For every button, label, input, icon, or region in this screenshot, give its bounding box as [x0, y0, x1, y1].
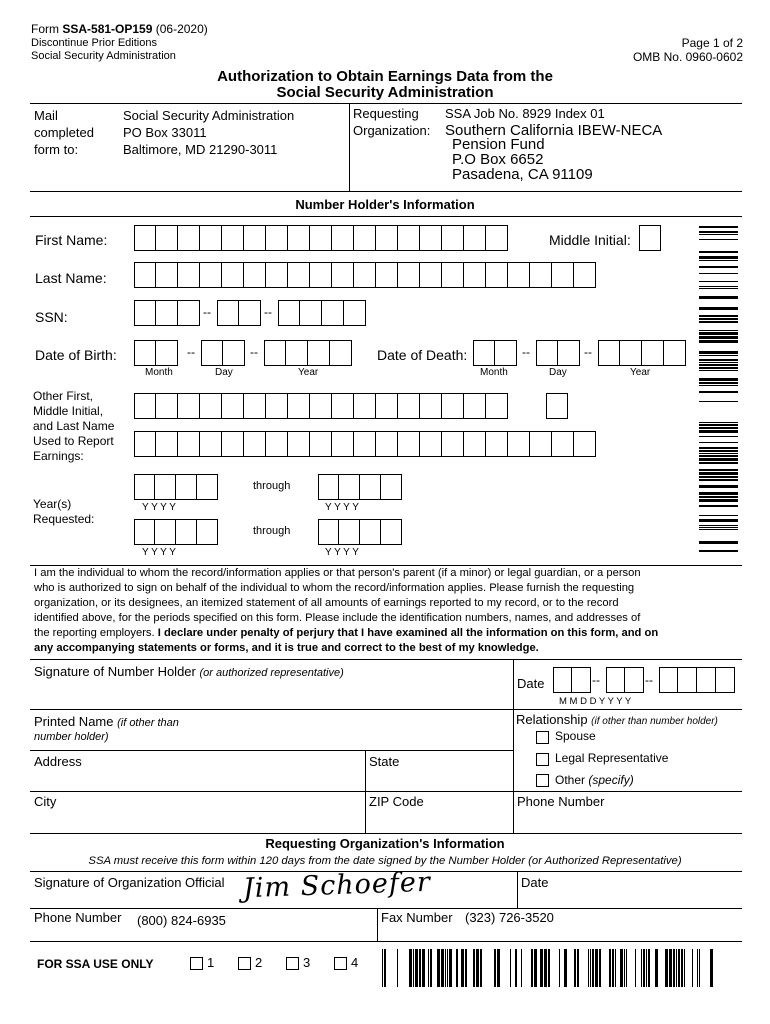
other-first-name-field[interactable]	[134, 393, 508, 419]
ssa-use-label: FOR SSA USE ONLY	[37, 957, 154, 971]
ssn-label: SSN:	[35, 309, 68, 325]
org-address: P.O Box 6652	[452, 151, 544, 168]
signature-note: (or authorized representative)	[199, 667, 344, 679]
barcode-vertical	[699, 226, 738, 552]
ssa-box-4[interactable]	[334, 957, 347, 970]
dash: --	[250, 345, 258, 359]
other-last-name-field[interactable]	[134, 431, 596, 457]
other-names-label: Middle Initial,	[33, 404, 104, 418]
section-title: Number Holder's Information	[295, 197, 475, 212]
dash: --	[264, 305, 272, 319]
other-note: (specify)	[588, 773, 634, 787]
yyyy-caption: Y Y Y Y	[325, 547, 359, 558]
dash: --	[203, 305, 211, 319]
dod-month-field[interactable]	[473, 340, 517, 366]
divider	[30, 941, 742, 942]
official-signature: Jim Schoefer	[242, 866, 432, 905]
other-relationship-checkbox[interactable]	[536, 774, 549, 787]
ssn-group-field[interactable]	[217, 300, 261, 326]
first-name-label: First Name:	[35, 232, 108, 248]
years-requested-label: Year(s)	[33, 497, 72, 511]
yyyy-caption: Y Y Y Y	[325, 502, 359, 513]
org-fax-value: (323) 726-3520	[465, 910, 554, 925]
mail-address: Baltimore, MD 21290-3011	[123, 142, 278, 157]
printed-name-field[interactable]	[160, 728, 505, 748]
divider	[30, 216, 742, 217]
city-label: City	[34, 794, 57, 809]
divider	[30, 103, 742, 104]
mail-label: form to:	[34, 142, 79, 157]
section-title: Requesting Organization's Information	[265, 836, 505, 851]
mail-label: completed	[34, 125, 94, 140]
dod-year-field[interactable]	[598, 340, 686, 366]
dob-day-field[interactable]	[201, 340, 245, 366]
dob-year-field[interactable]	[264, 340, 352, 366]
divider	[30, 750, 513, 751]
spouse-checkbox[interactable]	[536, 731, 549, 744]
org-name: Southern California IBEW-NECA	[445, 122, 663, 139]
day-caption: Day	[549, 367, 567, 378]
address-label: Address	[34, 754, 82, 769]
dod-day-field[interactable]	[536, 340, 580, 366]
form-number: SSA-581-OP159	[62, 22, 153, 36]
state-field[interactable]	[369, 770, 509, 790]
requesting-label: Requesting	[353, 106, 419, 121]
org-date-label: Date	[521, 875, 549, 890]
ssa-box-3[interactable]	[286, 957, 299, 970]
dash: --	[187, 345, 195, 359]
other-names-label: Other First,	[33, 389, 94, 403]
barcode-horizontal	[380, 949, 718, 987]
date-month-field[interactable]	[553, 667, 591, 693]
through-label: through	[253, 525, 291, 537]
year-caption: Year	[298, 367, 319, 378]
mail-label: Mail	[34, 108, 58, 123]
form-id	[31, 22, 208, 36]
page-number: Page 1 of 2	[681, 36, 743, 50]
relationship-label	[516, 712, 718, 727]
year-to-field[interactable]	[318, 519, 402, 545]
mail-address: Social Security Administration	[123, 108, 295, 123]
dod-label: Date of Death:	[377, 347, 468, 363]
ssa-box-label: 2	[255, 955, 263, 970]
year-from-field[interactable]	[134, 474, 218, 500]
date-format-caption: M M D D Y Y Y Y	[559, 696, 632, 707]
last-name-label: Last Name:	[35, 270, 107, 286]
omb-number: OMB No. 0960-0602	[632, 50, 743, 64]
ssa-box-label: 1	[207, 955, 215, 970]
signature-label	[34, 664, 344, 679]
ssa-box-1[interactable]	[190, 957, 203, 970]
form-date: (06-2020)	[152, 22, 208, 36]
dob-label: Date of Birth:	[35, 347, 117, 363]
divider	[30, 791, 742, 792]
ssn-area-field[interactable]	[134, 300, 200, 326]
dob-month-field[interactable]	[134, 340, 178, 366]
year-to-field[interactable]	[318, 474, 402, 500]
declaration-text: who is authorized to sign on behalf of the individual to whom the record/information applies. Please furnish the requesting	[34, 582, 635, 594]
last-name-field[interactable]	[134, 262, 596, 288]
legal-rep-label: Legal Representative	[555, 751, 669, 765]
signature-field[interactable]	[34, 682, 508, 706]
ssa-box-label: 3	[303, 955, 311, 970]
ssa-job-number: SSA Job No. 8929 Index 01	[445, 106, 605, 121]
signature-label-text: Signature of Number Holder	[34, 664, 200, 679]
dash: --	[645, 673, 653, 687]
divider	[30, 659, 742, 660]
date-day-field[interactable]	[606, 667, 644, 693]
phone-field[interactable]	[517, 810, 737, 830]
years-requested-label: Requested:	[33, 512, 95, 526]
requesting-label: Organization:	[353, 123, 431, 138]
declaration-bold-text: any accompanying statements or forms, and it is true and correct to the best of my knowledge.	[34, 642, 539, 654]
printed-name-note: (if other than	[117, 717, 179, 729]
other-middle-initial-field[interactable]	[546, 393, 568, 419]
divider	[377, 908, 378, 941]
first-name-field[interactable]	[134, 225, 508, 251]
agency-name: Social Security Administration	[31, 50, 176, 62]
mail-address: PO Box 33011	[123, 125, 207, 140]
dash: --	[592, 673, 600, 687]
declaration-bold-text: I declare under penalty of perjury that I have examined all the information on this form, and on	[157, 627, 659, 639]
printed-name-note: number holder)	[34, 731, 109, 743]
org-fax-label: Fax Number	[381, 910, 453, 925]
divider	[30, 908, 742, 909]
other-text: Other	[555, 773, 589, 787]
org-phone-value: (800) 824-6935	[137, 913, 226, 928]
other-names-label: and Last Name	[33, 419, 115, 433]
date-year-field[interactable]	[659, 667, 735, 693]
dash: --	[522, 345, 530, 359]
org-phone-label: Phone Number	[34, 910, 122, 925]
month-caption: Month	[480, 367, 508, 378]
ssa-box-2[interactable]	[238, 957, 251, 970]
divider	[517, 871, 518, 908]
declaration-text: organization, or its designees, an itemized statement of all amounts of earnings reported to my record, or to the record	[34, 597, 619, 609]
ssn-serial-field[interactable]	[278, 300, 366, 326]
zip-label: ZIP Code	[369, 794, 424, 809]
declaration-text	[34, 627, 658, 639]
submission-notice: SSA must receive this form within 120 days from the date signed by the Number Holder (or Authorized Representative)	[88, 855, 682, 867]
form-label: Form	[31, 22, 63, 36]
discontinue-note: Discontinue Prior Editions	[31, 37, 157, 49]
divider	[513, 659, 514, 833]
printed-name-text: Printed Name	[34, 714, 118, 729]
year-caption: Year	[630, 367, 651, 378]
legal-rep-checkbox[interactable]	[536, 753, 549, 766]
divider	[30, 565, 742, 566]
declaration-text: I am the individual to whom the record/information applies or that person's parent (if a minor) or legal guardian, or a person	[34, 567, 641, 579]
year-from-field[interactable]	[134, 519, 218, 545]
zip-field[interactable]	[369, 810, 509, 830]
divider	[30, 191, 742, 192]
declaration-text-part: the reporting employers.	[34, 627, 158, 639]
state-label: State	[369, 754, 400, 769]
divider	[30, 833, 742, 834]
day-caption: Day	[215, 367, 233, 378]
ssa-box-label: 4	[351, 955, 359, 970]
page-subtitle: Social Security Administration	[276, 84, 494, 101]
dash: --	[584, 345, 592, 359]
printed-name-label	[34, 714, 179, 729]
address-field[interactable]	[34, 770, 359, 790]
org-signature-label: Signature of Organization Official	[34, 875, 225, 890]
divider	[349, 103, 350, 191]
month-caption: Month	[145, 367, 173, 378]
yyyy-caption: Y Y Y Y	[142, 502, 176, 513]
city-field[interactable]	[34, 810, 359, 830]
middle-initial-field[interactable]	[639, 225, 661, 251]
other-names-label: Used to Report	[33, 434, 114, 448]
other-relationship-label	[555, 773, 634, 787]
page-title: Authorization to Obtain Earnings Data from the	[217, 68, 553, 85]
org-name: Pension Fund	[452, 136, 545, 153]
yyyy-caption: Y Y Y Y	[142, 547, 176, 558]
through-label: through	[253, 480, 291, 492]
middle-initial-label: Middle Initial:	[549, 232, 631, 248]
date-label: Date	[517, 676, 545, 691]
other-names-label: Earnings:	[33, 449, 84, 463]
divider	[30, 709, 742, 710]
phone-label: Phone Number	[517, 794, 605, 809]
org-address: Pasadena, CA 91109	[452, 166, 593, 183]
relationship-note: (if other than number holder)	[591, 716, 718, 727]
spouse-label: Spouse	[555, 729, 596, 743]
relationship-text: Relationship	[516, 712, 592, 727]
declaration-text: identified above, for the periods specified on this form. Please include the identification numbers, names, and addresses of	[34, 612, 641, 624]
